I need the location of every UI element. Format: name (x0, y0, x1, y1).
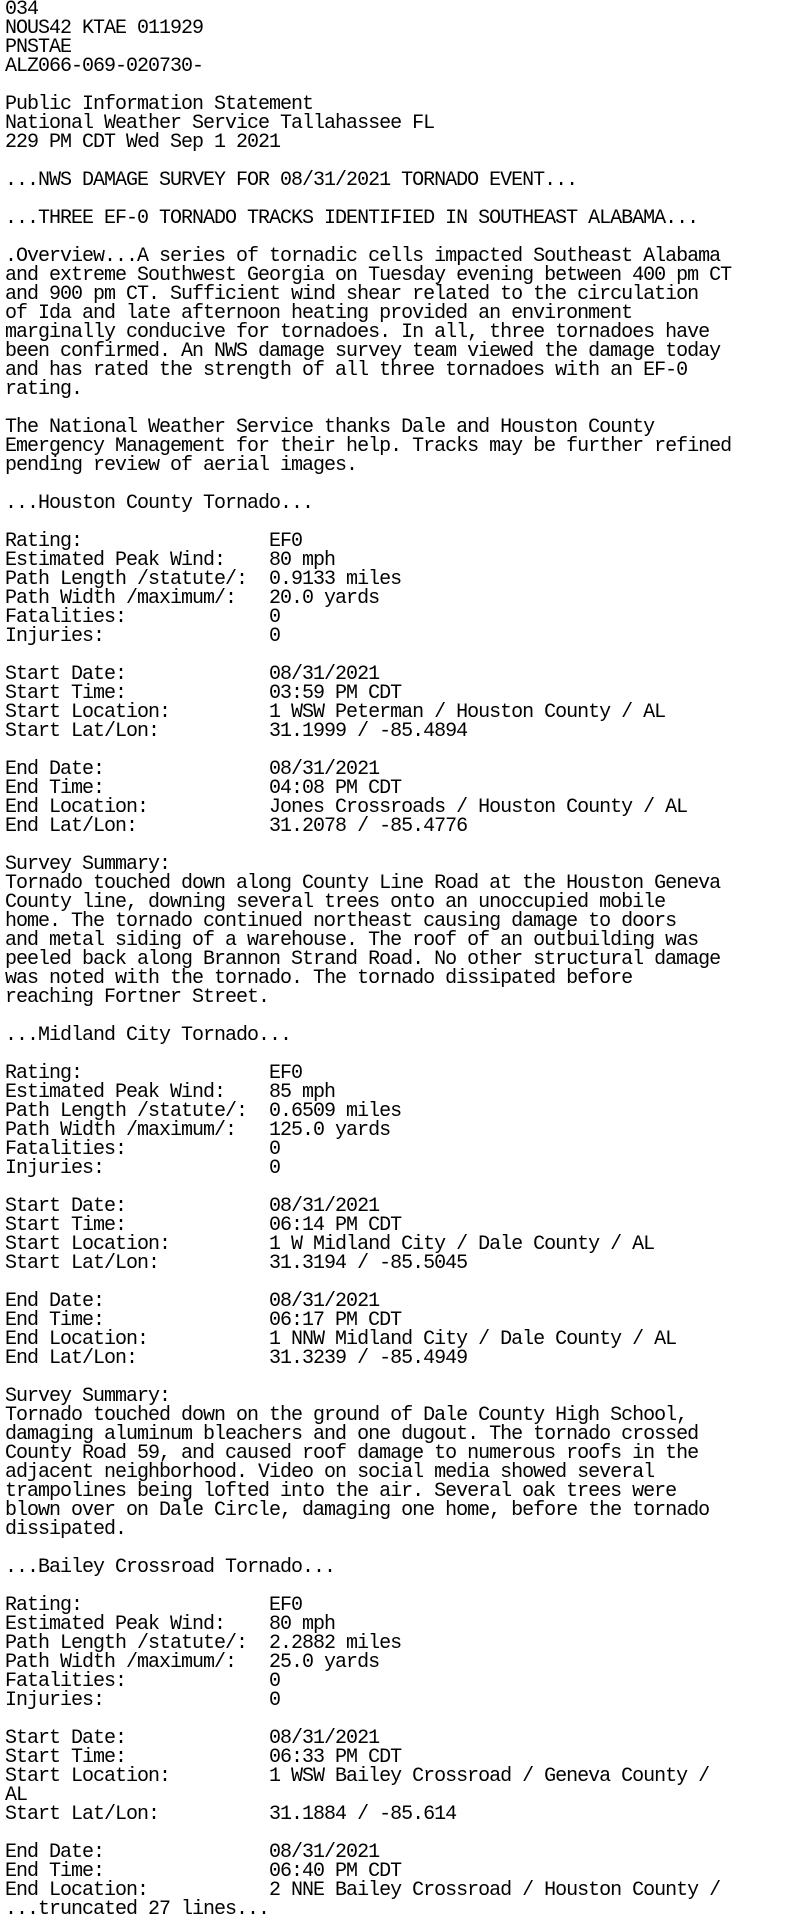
text-line: been confirmed. An NWS damage survey team viewed the damage today (5, 340, 721, 363)
text-line: adjacent neighborhood. Video on social media showed several (5, 1461, 655, 1484)
text-line: End Time: 04:08 PM CDT (5, 777, 402, 800)
text-line: and metal siding of a warehouse. The roof of an outbuilding was (5, 929, 699, 952)
text-line: PNSTAE (5, 36, 72, 59)
text-line: Start Lat/Lon: 31.3194 / -85.5045 (5, 1252, 468, 1275)
text-line: Start Location: 1 W Midland City / Dale County / AL (5, 1233, 655, 1256)
text-line: peeled back along Brannon Strand Road. No other structural damage (5, 948, 721, 971)
text-line: Injuries: 0 (5, 1157, 281, 1180)
text-line: rating. (5, 378, 83, 401)
text-line: ...Houston County Tornado... (5, 492, 314, 515)
text-line: AL (5, 1784, 28, 1807)
text-line: ...NWS DAMAGE SURVEY FOR 08/31/2021 TORNADO EVENT... (5, 169, 578, 192)
text-line: National Weather Service Tallahassee FL (5, 112, 435, 135)
text-line: Rating: EF0 (5, 1594, 303, 1617)
text-line: Rating: EF0 (5, 530, 303, 553)
text-line: home. The tornado continued northeast causing damage to doors (5, 910, 677, 933)
text-line: Fatalities: 0 (5, 1670, 281, 1693)
text-line: pending review of aerial images. (5, 454, 358, 477)
text-line: blown over on Dale Circle, damaging one home, before the tornado (5, 1499, 710, 1522)
text-line: marginally conducive for tornadoes. In all, three tornadoes have (5, 321, 710, 344)
text-line: 229 PM CDT Wed Sep 1 2021 (5, 131, 281, 154)
text-line: Injuries: 0 (5, 1689, 281, 1712)
text-line: Rating: EF0 (5, 1062, 303, 1085)
text-line: Start Location: 1 WSW Peterman / Houston County / AL (5, 701, 666, 724)
text-line: NOUS42 KTAE 011929 (5, 17, 204, 40)
text-line: County line, downing several trees onto an unoccupied mobile (5, 891, 666, 914)
text-line: Start Time: 06:14 PM CDT (5, 1214, 402, 1237)
text-line: Injuries: 0 (5, 625, 281, 648)
text-line: ...THREE EF-0 TORNADO TRACKS IDENTIFIED IN SOUTHEAST ALABAMA... (5, 207, 699, 230)
text-line: End Location: Jones Crossroads / Houston County / AL (5, 796, 688, 819)
text-line: ...Bailey Crossroad Tornado... (5, 1556, 336, 1579)
text-line: End Lat/Lon: 31.2078 / -85.4776 (5, 815, 468, 838)
text-line: Start Date: 08/31/2021 (5, 1195, 380, 1218)
text-line: and extreme Southwest Georgia on Tuesday evening between 400 pm CT (5, 264, 732, 287)
text-line: Start Date: 08/31/2021 (5, 1727, 380, 1750)
text-line: End Date: 08/31/2021 (5, 1841, 380, 1864)
text-line: Start Date: 08/31/2021 (5, 663, 380, 686)
text-line: Start Time: 03:59 PM CDT (5, 682, 402, 705)
text-line: County Road 59, and caused roof damage to numerous roofs in the (5, 1442, 699, 1465)
text-line: Path Width /maximum/: 25.0 yards (5, 1651, 380, 1674)
text-line: Path Length /statute/: 0.6509 miles (5, 1100, 402, 1123)
text-line: End Time: 06:17 PM CDT (5, 1309, 402, 1332)
text-line: Fatalities: 0 (5, 606, 281, 629)
text-line: Survey Summary: (5, 853, 171, 876)
text-line: End Location: 2 NNE Bailey Crossroad / Houston County / (5, 1879, 721, 1902)
text-line: Estimated Peak Wind: 80 mph (5, 1613, 336, 1636)
text-line: Start Time: 06:33 PM CDT (5, 1746, 402, 1769)
text-line: Path Length /statute/: 2.2882 miles (5, 1632, 402, 1655)
text-line: damaging aluminum bleachers and one dugout. The tornado crossed (5, 1423, 699, 1446)
text-line: Path Width /maximum/: 125.0 yards (5, 1119, 391, 1142)
text-line: Estimated Peak Wind: 80 mph (5, 549, 336, 572)
text-line: Estimated Peak Wind: 85 mph (5, 1081, 336, 1104)
text-line: and has rated the strength of all three tornadoes with an EF-0 (5, 359, 688, 382)
text-line: 034 (5, 0, 39, 21)
text-line: of Ida and late afternoon heating provided an environment (5, 302, 633, 325)
text-line: Emergency Management for their help. Tracks may be further refined (5, 435, 732, 458)
text-line: Survey Summary: (5, 1385, 171, 1408)
text-line: .Overview...A series of tornadic cells impacted Southeast Alabama (5, 245, 721, 268)
text-line: Path Length /statute/: 0.9133 miles (5, 568, 402, 591)
text-line: ALZ066-069-020730- (5, 55, 204, 78)
text-line: reaching Fortner Street. (5, 986, 270, 1009)
text-line: and 900 pm CT. Sufficient wind shear related to the circulation (5, 283, 699, 306)
text-line: ...Midland City Tornado... (5, 1024, 292, 1047)
text-line: Path Width /maximum/: 20.0 yards (5, 587, 380, 610)
text-line: Fatalities: 0 (5, 1138, 281, 1161)
text-line: Start Lat/Lon: 31.1999 / -85.4894 (5, 720, 468, 743)
text-line: Public Information Statement (5, 93, 314, 116)
text-line: End Lat/Lon: 31.3239 / -85.4949 (5, 1347, 468, 1370)
truncation-note: ...truncated 27 lines... (5, 1898, 270, 1921)
text-line: Tornado touched down along County Line Road at the Houston Geneva (5, 872, 721, 895)
text-line: trampolines being lofted into the air. Several oak trees were (5, 1480, 677, 1503)
text-line: Start Location: 1 WSW Bailey Crossroad / Geneva County / (5, 1765, 710, 1788)
text-line: dissipated. (5, 1518, 127, 1541)
text-line: End Time: 06:40 PM CDT (5, 1860, 402, 1883)
text-line: Tornado touched down on the ground of Dale County High School, (5, 1404, 688, 1427)
text-line: was noted with the tornado. The tornado dissipated before (5, 967, 633, 990)
text-line: End Date: 08/31/2021 (5, 758, 380, 781)
text-line: End Date: 08/31/2021 (5, 1290, 380, 1313)
text-line: End Location: 1 NNW Midland City / Dale County / AL (5, 1328, 677, 1351)
text-line: The National Weather Service thanks Dale and Houston County (5, 416, 655, 439)
text-line: Start Lat/Lon: 31.1884 / -85.614 (5, 1803, 457, 1826)
